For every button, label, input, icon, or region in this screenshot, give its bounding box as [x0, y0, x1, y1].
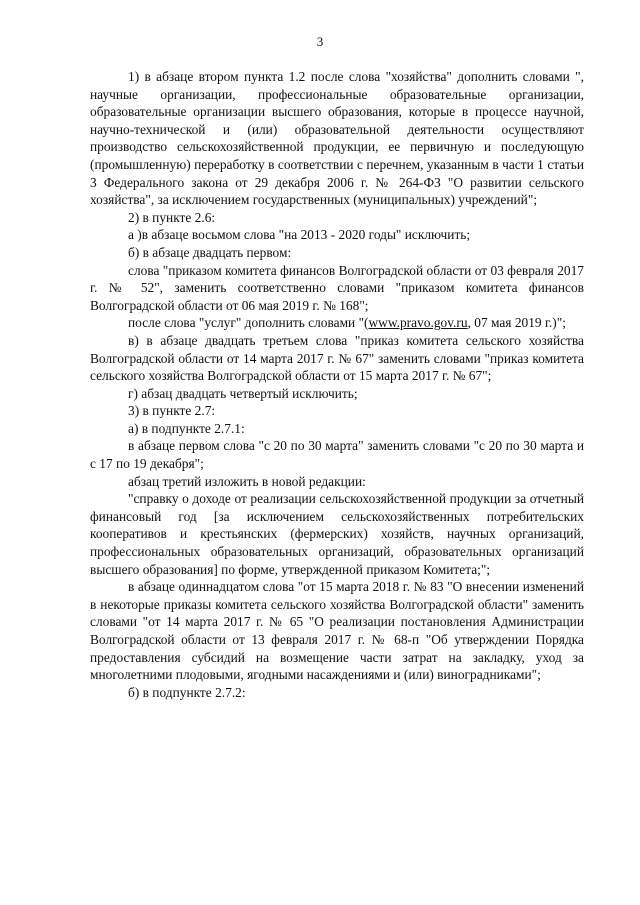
- page-number: 3: [316, 34, 324, 49]
- paragraph-8: г) абзац двадцать четвертый исключить;: [128, 385, 358, 401]
- paragraph-14: в абзаце одиннадцатом слова "от 15 марта 2018 г. № 83 "О внесении изменений в некоторые приказы комитета сельского хозяйства Волгоградской области" заменить словами "от 14 марта 2017 г. № 65 "О реализации постановления Администрации Волгоградской области от 13 февраля 2017 г. № 68-п "Об утверждении Порядка предоставления субсидий на возмещение части затрат на закладку, уход за многолетними плодовыми, ягодными насаждениями и (или) виноградниками";: [90, 579, 584, 683]
- paragraph-11: в абзаце первом слова "с 20 по 30 марта" заменить словами "с 20 по 30 марта и с 17 по 19 декабря";: [90, 438, 584, 472]
- paragraph-9: 3) в пункте 2.7:: [128, 403, 216, 419]
- paragraph-13: "справку о доходе от реализации сельскохозяйственной продукции за отчетный финансовый год [за исключением сельскохозяйственных потребительских кооперативов и крестьянских (фермерских) хозяйств, научных организаций, профессиональных образовательных организаций, образовательных организаций высшего образования] по форме, утвержденной приказом Комитета;";: [90, 491, 584, 577]
- paragraph-4: б) в абзаце двадцать первом:: [128, 244, 292, 260]
- paragraph-12: абзац третий изложить в новой редакции:: [128, 473, 366, 489]
- paragraph-2: 2) в пункте 2.6:: [128, 209, 216, 225]
- paragraph-1: 1) в абзаце втором пункта 1.2 после слова "хозяйства" дополнить словами ", научные организации, профессиональные образовательные организации, образовательные организации высшего образования, которые в процессе научной, научно-технической и (или) образовательной деятельности осуществляют производство сельскохозяйственной продукции, ее первичную и последующую (промышленную) переработку в соответствии с перечнем, указанным в части 1 статьи 3 Федерального закона от 29 декабря 2006 г. № 264-ФЗ "О развитии сельского хозяйства", за исключением государственных (муниципальных) учреждений";: [90, 69, 584, 208]
- pravo-link[interactable]: www.pravo.gov.ru: [368, 315, 468, 331]
- paragraph-7: в) в абзаце двадцать третьем слова "приказ комитета сельского хозяйства Волгоградской области от 14 марта 2017 г. № 67" заменить словами "приказ комитета сельского хозяйства Волгоградской области от 15 марта 2017 г. № 67";: [90, 332, 584, 384]
- paragraph-6: после слова "услуг" дополнить словами "(www.pravo.gov.ru, 07 мая 2019 г.)";: [128, 315, 566, 331]
- paragraph-5: слова "приказом комитета финансов Волгоградской области от 03 февраля 2017 г. № 52", заменить соответственно словами "приказом комитета финансов Волгоградской области от 06 мая 2019 г. № 168";: [90, 262, 584, 313]
- document-body: [90, 68, 584, 701]
- paragraph-3: а )в абзаце восьмом слова "на 2013 - 2020 годы" исключить;: [128, 227, 471, 243]
- paragraph-10: а) в подпункте 2.7.1:: [128, 420, 245, 436]
- paragraph-15: б) в подпункте 2.7.2:: [128, 684, 246, 700]
